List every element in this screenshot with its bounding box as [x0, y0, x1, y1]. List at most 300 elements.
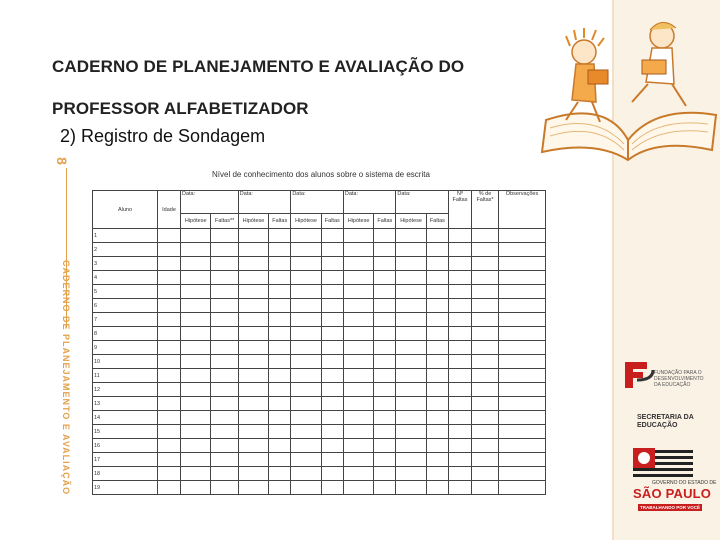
- table-cell: [238, 439, 268, 453]
- table-cell: [396, 481, 426, 495]
- table-cell: [499, 369, 546, 383]
- table-cell: [499, 397, 546, 411]
- table-cell: [291, 397, 321, 411]
- table-cell: [181, 453, 211, 467]
- table-cell: [343, 257, 373, 271]
- table-cell: [181, 285, 211, 299]
- table-cell: [472, 425, 499, 439]
- row-number: 9: [93, 341, 158, 355]
- table-cell: [449, 453, 472, 467]
- table-cell: [396, 355, 426, 369]
- table-cell: [269, 383, 291, 397]
- table-cell: [158, 397, 181, 411]
- table-cell: [499, 313, 546, 327]
- fde-logo-text: FUNDAÇÃO PARA O DESENVOLVIMENTO DA EDUCAÇÃO: [654, 370, 704, 388]
- header-aluno: Aluno: [93, 191, 158, 229]
- table-cell: [269, 285, 291, 299]
- table-cell: [426, 397, 448, 411]
- table-cell: [426, 481, 448, 495]
- table-row: [93, 355, 546, 369]
- table-row: [93, 341, 546, 355]
- spine-text: CADERNO DE PLANEJAMENTO E AVALIAÇÃO: [61, 260, 71, 496]
- table-cell: [396, 397, 426, 411]
- table-cell: [499, 411, 546, 425]
- header-idade: Idade: [158, 191, 181, 229]
- table-row: [93, 299, 546, 313]
- row-number: 8: [93, 327, 158, 341]
- table-cell: [472, 467, 499, 481]
- table-cell: [426, 271, 448, 285]
- table-cell: [449, 411, 472, 425]
- table-cell: [374, 327, 396, 341]
- table-cell: [181, 355, 211, 369]
- table-cell: [211, 467, 238, 481]
- table-cell: [291, 383, 321, 397]
- table-cell: [269, 355, 291, 369]
- table-cell: [449, 369, 472, 383]
- table-cell: [269, 397, 291, 411]
- table-cell: [269, 299, 291, 313]
- table-cell: [426, 299, 448, 313]
- table-cell: [499, 425, 546, 439]
- table-cell: [238, 299, 268, 313]
- table-cell: [211, 481, 238, 495]
- table-cell: [472, 243, 499, 257]
- table-cell: [158, 243, 181, 257]
- table-cell: [472, 271, 499, 285]
- table-cell: [211, 439, 238, 453]
- table-cell: [321, 257, 343, 271]
- table-row: [93, 313, 546, 327]
- table-cell: [449, 341, 472, 355]
- table-cell: [291, 327, 321, 341]
- table-cell: [321, 229, 343, 243]
- table-cell: [396, 285, 426, 299]
- table-body: [93, 229, 546, 495]
- table-header-row: [93, 191, 546, 214]
- table-cell: [343, 327, 373, 341]
- row-number: 3: [93, 257, 158, 271]
- table-cell: [238, 313, 268, 327]
- table-cell: [211, 453, 238, 467]
- table-cell: [238, 453, 268, 467]
- table-cell: [449, 243, 472, 257]
- table-cell: [343, 383, 373, 397]
- row-number: 7: [93, 313, 158, 327]
- header-data-2: Data:: [238, 191, 291, 214]
- subheader-faltas: Faltas: [321, 214, 343, 229]
- table-cell: [158, 467, 181, 481]
- table-cell: [181, 411, 211, 425]
- table-cell: [321, 271, 343, 285]
- table-cell: [343, 285, 373, 299]
- table-cell: [269, 257, 291, 271]
- row-number: 15: [93, 425, 158, 439]
- table-cell: [158, 257, 181, 271]
- table-cell: [291, 355, 321, 369]
- table-cell: [291, 369, 321, 383]
- table-cell: [396, 257, 426, 271]
- table-cell: [269, 327, 291, 341]
- table-cell: [449, 467, 472, 481]
- header-data-5: Data:: [396, 191, 449, 214]
- row-number: 6: [93, 299, 158, 313]
- table-cell: [499, 453, 546, 467]
- table-cell: [269, 481, 291, 495]
- table-cell: [158, 411, 181, 425]
- table-cell: [158, 439, 181, 453]
- table-cell: [472, 411, 499, 425]
- table-cell: [374, 439, 396, 453]
- table-cell: [291, 425, 321, 439]
- table-cell: [472, 355, 499, 369]
- table-cell: [343, 453, 373, 467]
- table-cell: [291, 299, 321, 313]
- subheader-hipotese: Hipótese: [343, 214, 373, 229]
- table-cell: [321, 313, 343, 327]
- table-cell: [321, 411, 343, 425]
- table-cell: [181, 327, 211, 341]
- gov-line: GOVERNO DO ESTADO DE: [652, 480, 717, 486]
- table-cell: [396, 411, 426, 425]
- subheader-hipotese: Hipótese: [238, 214, 268, 229]
- table-cell: [321, 285, 343, 299]
- table-cell: [396, 327, 426, 341]
- table-cell: [211, 341, 238, 355]
- secretaria-text: SECRETARIA DA EDUCAÇÃO: [637, 414, 694, 429]
- table-cell: [374, 271, 396, 285]
- table-cell: [426, 341, 448, 355]
- table-cell: [181, 299, 211, 313]
- table-cell: [158, 271, 181, 285]
- header-pct-faltas: % de Faltas*: [472, 191, 499, 229]
- table-cell: [449, 299, 472, 313]
- table-cell: [374, 411, 396, 425]
- table-cell: [291, 229, 321, 243]
- table-cell: [472, 257, 499, 271]
- table-cell: [181, 467, 211, 481]
- table-cell: [269, 229, 291, 243]
- table-cell: [396, 453, 426, 467]
- page-subtitle: 2) Registro de Sondagem: [60, 126, 266, 146]
- table-cell: [374, 341, 396, 355]
- row-number: 11: [93, 369, 158, 383]
- table-cell: [426, 383, 448, 397]
- row-number: 2: [93, 243, 158, 257]
- table-cell: [374, 355, 396, 369]
- table-cell: [321, 439, 343, 453]
- table-cell: [211, 327, 238, 341]
- row-number: 1: [93, 229, 158, 243]
- table-cell: [181, 397, 211, 411]
- table-cell: [158, 313, 181, 327]
- table-cell: [396, 383, 426, 397]
- table-cell: [291, 257, 321, 271]
- table-cell: [374, 299, 396, 313]
- table-cell: [499, 439, 546, 453]
- table-cell: [269, 425, 291, 439]
- table-cell: [374, 243, 396, 257]
- table-cell: [321, 299, 343, 313]
- table-cell: [269, 411, 291, 425]
- table-cell: [321, 243, 343, 257]
- table-cell: [449, 425, 472, 439]
- table-cell: [396, 425, 426, 439]
- table-cell: [449, 313, 472, 327]
- slogan-badge: TRABALHANDO POR VOCÊ: [640, 505, 701, 510]
- table-row: [93, 481, 546, 495]
- table-cell: [343, 397, 373, 411]
- table-cell: [499, 341, 546, 355]
- table-cell: [374, 313, 396, 327]
- table-cell: [499, 481, 546, 495]
- row-number: 5: [93, 285, 158, 299]
- table-cell: [238, 383, 268, 397]
- table-cell: [181, 425, 211, 439]
- table-cell: [426, 257, 448, 271]
- table-cell: [426, 369, 448, 383]
- subheader-faltas: Faltas: [426, 214, 448, 229]
- table-cell: [374, 425, 396, 439]
- table-cell: [238, 341, 268, 355]
- table-cell: [472, 439, 499, 453]
- table-row: [93, 425, 546, 439]
- table-cell: [269, 467, 291, 481]
- row-number: 19: [93, 481, 158, 495]
- subheader-faltas: Faltas: [374, 214, 396, 229]
- table-cell: [321, 467, 343, 481]
- header-observacoes: Observações: [499, 191, 546, 229]
- table-row: [93, 453, 546, 467]
- table-cell: [343, 271, 373, 285]
- table-row: [93, 271, 546, 285]
- table-cell: [472, 285, 499, 299]
- table-cell: [269, 369, 291, 383]
- sondagem-table: [92, 190, 546, 495]
- table-cell: [291, 467, 321, 481]
- table-cell: [426, 467, 448, 481]
- table-cell: [158, 481, 181, 495]
- table-cell: [426, 425, 448, 439]
- table-cell: [396, 299, 426, 313]
- table-cell: [269, 341, 291, 355]
- table-row: [93, 439, 546, 453]
- row-number: 14: [93, 411, 158, 425]
- table-cell: [343, 229, 373, 243]
- table-cell: [211, 299, 238, 313]
- table-cell: [181, 439, 211, 453]
- table-cell: [181, 313, 211, 327]
- table-row: [93, 397, 546, 411]
- table-cell: [269, 271, 291, 285]
- table-row: [93, 243, 546, 257]
- table-cell: [291, 243, 321, 257]
- table-cell: [181, 481, 211, 495]
- table-cell: [499, 467, 546, 481]
- table-cell: [321, 341, 343, 355]
- table-cell: [472, 229, 499, 243]
- table-cell: [211, 425, 238, 439]
- table-cell: [343, 467, 373, 481]
- table-cell: [181, 243, 211, 257]
- table-cell: [269, 453, 291, 467]
- subheader-faltas: Faltas: [269, 214, 291, 229]
- table-cell: [374, 257, 396, 271]
- table-cell: [374, 383, 396, 397]
- table-cell: [449, 285, 472, 299]
- table-cell: [472, 299, 499, 313]
- table-cell: [449, 229, 472, 243]
- table-cell: [238, 397, 268, 411]
- table-cell: [181, 369, 211, 383]
- table-cell: [396, 341, 426, 355]
- subheader-hipotese: Hipótese: [181, 214, 211, 229]
- table-cell: [343, 411, 373, 425]
- table-cell: [321, 481, 343, 495]
- table-cell: [374, 453, 396, 467]
- table-cell: [291, 481, 321, 495]
- table-cell: [238, 369, 268, 383]
- table-cell: [499, 271, 546, 285]
- table-cell: [396, 243, 426, 257]
- row-number: 13: [93, 397, 158, 411]
- table-cell: [374, 467, 396, 481]
- table-cell: [449, 271, 472, 285]
- subheader-hipotese: Hipótese: [396, 214, 426, 229]
- table-cell: [374, 481, 396, 495]
- table-cell: [449, 481, 472, 495]
- table-cell: [426, 313, 448, 327]
- table-cell: [499, 243, 546, 257]
- table-cell: [238, 271, 268, 285]
- table-cell: [269, 439, 291, 453]
- table-cell: [374, 229, 396, 243]
- page-title-line1: CADERNO DE PLANEJAMENTO E AVALIAÇÃO DO: [52, 57, 465, 76]
- table-row: [93, 327, 546, 341]
- table-cell: [211, 229, 238, 243]
- table-cell: [499, 299, 546, 313]
- table-cell: [158, 327, 181, 341]
- table-cell: [291, 439, 321, 453]
- table-cell: [321, 397, 343, 411]
- table-cell: [374, 369, 396, 383]
- table-cell: [426, 243, 448, 257]
- table-cell: [211, 355, 238, 369]
- table-cell: [426, 327, 448, 341]
- table-caption: Nível de conhecimento dos alunos sobre o sistema de escrita: [212, 170, 430, 179]
- table-cell: [211, 271, 238, 285]
- table-cell: [211, 257, 238, 271]
- table-cell: [472, 481, 499, 495]
- table-cell: [426, 453, 448, 467]
- header-n-faltas: Nº Faltas: [449, 191, 472, 229]
- table-cell: [343, 481, 373, 495]
- table-cell: [426, 229, 448, 243]
- table-cell: [181, 341, 211, 355]
- row-number: 10: [93, 355, 158, 369]
- spine-page-number: 8: [53, 157, 70, 165]
- table-cell: [181, 271, 211, 285]
- table-cell: [238, 285, 268, 299]
- table-row: [93, 285, 546, 299]
- table-cell: [499, 327, 546, 341]
- fde-logo-icon: [623, 358, 657, 392]
- table-cell: [181, 257, 211, 271]
- header-data-1: Data:: [181, 191, 239, 214]
- table-cell: [499, 355, 546, 369]
- table-cell: [158, 355, 181, 369]
- table-cell: [343, 313, 373, 327]
- table-cell: [396, 313, 426, 327]
- sao-paulo-flag-icon: [633, 446, 693, 482]
- table-cell: [499, 257, 546, 271]
- table-cell: [396, 467, 426, 481]
- subheader-hipotese: Hipótese: [291, 214, 321, 229]
- table-cell: [291, 285, 321, 299]
- table-cell: [472, 397, 499, 411]
- table-cell: [291, 341, 321, 355]
- table-cell: [238, 257, 268, 271]
- sao-paulo-wordmark: SÃO PAULO: [633, 486, 712, 501]
- table-cell: [211, 313, 238, 327]
- table-cell: [426, 285, 448, 299]
- table-cell: [238, 355, 268, 369]
- subheader-faltas: Faltas**: [211, 214, 238, 229]
- table-cell: [472, 327, 499, 341]
- table-row: [93, 369, 546, 383]
- table-cell: [158, 383, 181, 397]
- table-cell: [211, 285, 238, 299]
- row-number: 18: [93, 467, 158, 481]
- table-cell: [269, 313, 291, 327]
- table-cell: [321, 327, 343, 341]
- table-cell: [472, 453, 499, 467]
- table-cell: [449, 383, 472, 397]
- table-row: [93, 411, 546, 425]
- table-cell: [211, 397, 238, 411]
- table-cell: [158, 425, 181, 439]
- header-data-3: Data:: [291, 191, 344, 214]
- table-cell: [158, 229, 181, 243]
- table-cell: [158, 453, 181, 467]
- table-cell: [374, 397, 396, 411]
- table-cell: [269, 243, 291, 257]
- table-cell: [321, 355, 343, 369]
- table-cell: [449, 439, 472, 453]
- table-cell: [472, 313, 499, 327]
- table-cell: [238, 243, 268, 257]
- table-cell: [321, 425, 343, 439]
- row-number: 17: [93, 453, 158, 467]
- row-number: 4: [93, 271, 158, 285]
- table-cell: [343, 439, 373, 453]
- table-row: [93, 229, 546, 243]
- table-cell: [291, 313, 321, 327]
- table-cell: [158, 369, 181, 383]
- table-cell: [158, 285, 181, 299]
- table-cell: [238, 467, 268, 481]
- table-cell: [396, 229, 426, 243]
- table-cell: [291, 453, 321, 467]
- table-cell: [343, 243, 373, 257]
- table-cell: [499, 285, 546, 299]
- table-cell: [291, 411, 321, 425]
- table-cell: [238, 327, 268, 341]
- table-cell: [238, 481, 268, 495]
- table-cell: [343, 299, 373, 313]
- table-cell: [158, 341, 181, 355]
- table-cell: [343, 369, 373, 383]
